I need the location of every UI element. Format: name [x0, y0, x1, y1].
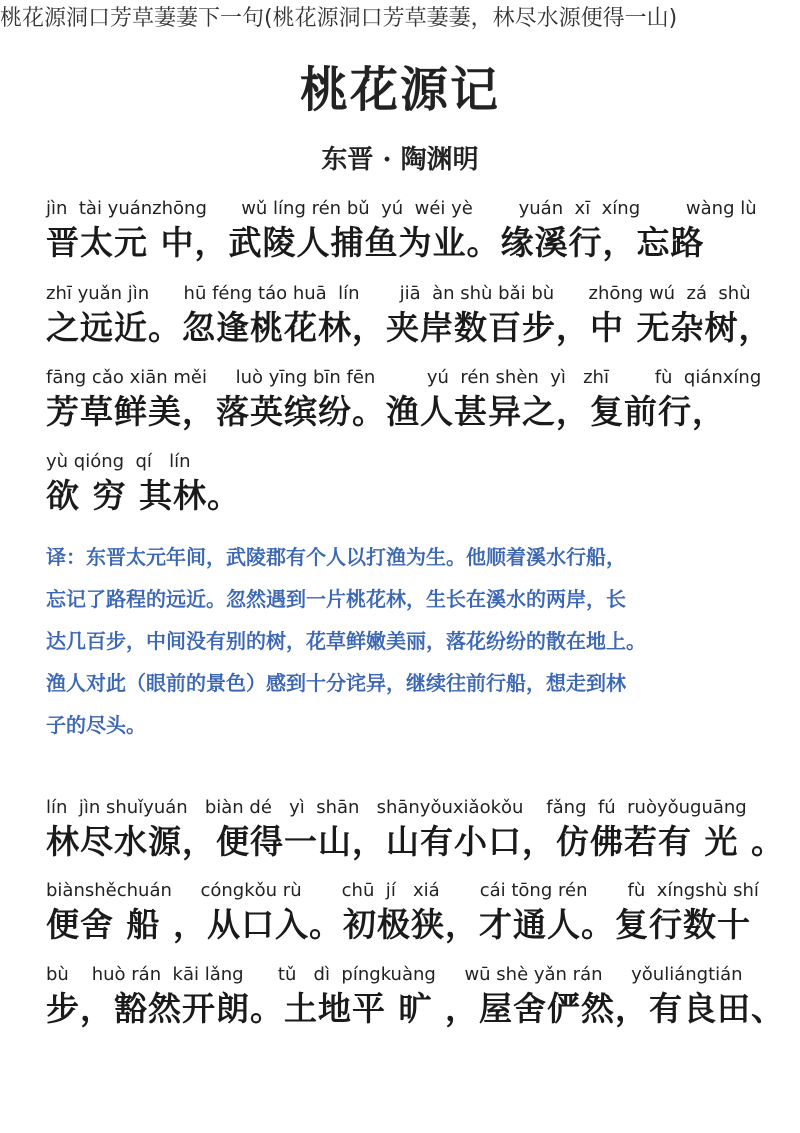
pinyin-line: lín jìn shuǐyuán biàn dé yì shān shānyǒuxiǎokǒu fǎng fú ruòyǒuguāng: [46, 797, 747, 818]
translation-line: 译：东晋太元年间，武陵郡有个人以打渔为生。他顺着溪水行船，: [46, 545, 626, 569]
hanzi-line: 欲 穷 其林。: [46, 476, 241, 515]
pinyin-line: jìn tài yuánzhōng wǔ líng rén bǔ yú wéi yè yuán xī xíng wàng lù: [46, 198, 757, 219]
translation-line: 忘记了路程的远近。忽然遇到一片桃花林，生长在溪水的两岸，长: [46, 587, 626, 611]
document-title: 桃花源记: [299, 62, 500, 118]
hanzi-line: 之远近。忽逢桃花林，夹岸数百步，中 无杂树，: [46, 308, 773, 347]
hanzi-line: 便舍 船 ，从口入。初极狭，才通人。复行数十: [46, 905, 751, 944]
translation-line: 渔人对此（眼前的景色）感到十分诧异，继续往前行船，想走到林: [46, 671, 626, 695]
translation-line: 子的尽头。: [46, 713, 146, 737]
translation-line: 达几百步，中间没有别的树，花草鲜嫩美丽，落花纷纷的散在地上。: [46, 629, 646, 653]
document-author: 东晋 · 陶渊明: [321, 145, 479, 175]
passage-line: [46, 880, 766, 948]
passage-line: [46, 451, 766, 519]
pinyin-line: yù qióng qí lín: [46, 451, 191, 472]
passage-line: [46, 198, 766, 266]
passage-line: [46, 964, 785, 1032]
pinyin-line: zhī yuǎn jìn hū féng táo huā lín jiā àn shù bǎi bù zhōng wú zá shù: [46, 283, 751, 304]
translation-paragraph: [46, 536, 766, 746]
pinyin-line: bù huò rán kāi lǎng tǔ dì píngkuàng wū shè yǎn rán yǒuliángtián: [46, 964, 743, 985]
pinyin-line: fāng cǎo xiān měi luò yīng bīn fēn yú rén shèn yì zhī fù qiánxíng: [46, 367, 762, 388]
hanzi-line: 林尽水源，便得一山，山有小口，仿佛若有 光 。: [46, 822, 785, 861]
passage-line: [46, 367, 766, 435]
passage-line: [46, 283, 773, 351]
hanzi-line: 步，豁然开朗。土地平 旷 ，屋舍俨然，有良田、: [46, 989, 785, 1028]
passage-line: [46, 797, 785, 865]
hanzi-line: 芳草鲜美，落英缤纷。渔人甚异之，复前行，: [46, 392, 726, 431]
pinyin-line: biànshěchuán cóngkǒu rù chū jí xiá cái tōng rén fù xíngshù shí: [46, 880, 759, 901]
hanzi-line: 晋太元 中，武陵人捕鱼为业。缘溪行，忘路: [46, 223, 705, 262]
page-header-title: 桃花源洞口芳草萋萋下一句(桃花源洞口芳草萋萋，林尽水源便得一山): [0, 6, 678, 31]
